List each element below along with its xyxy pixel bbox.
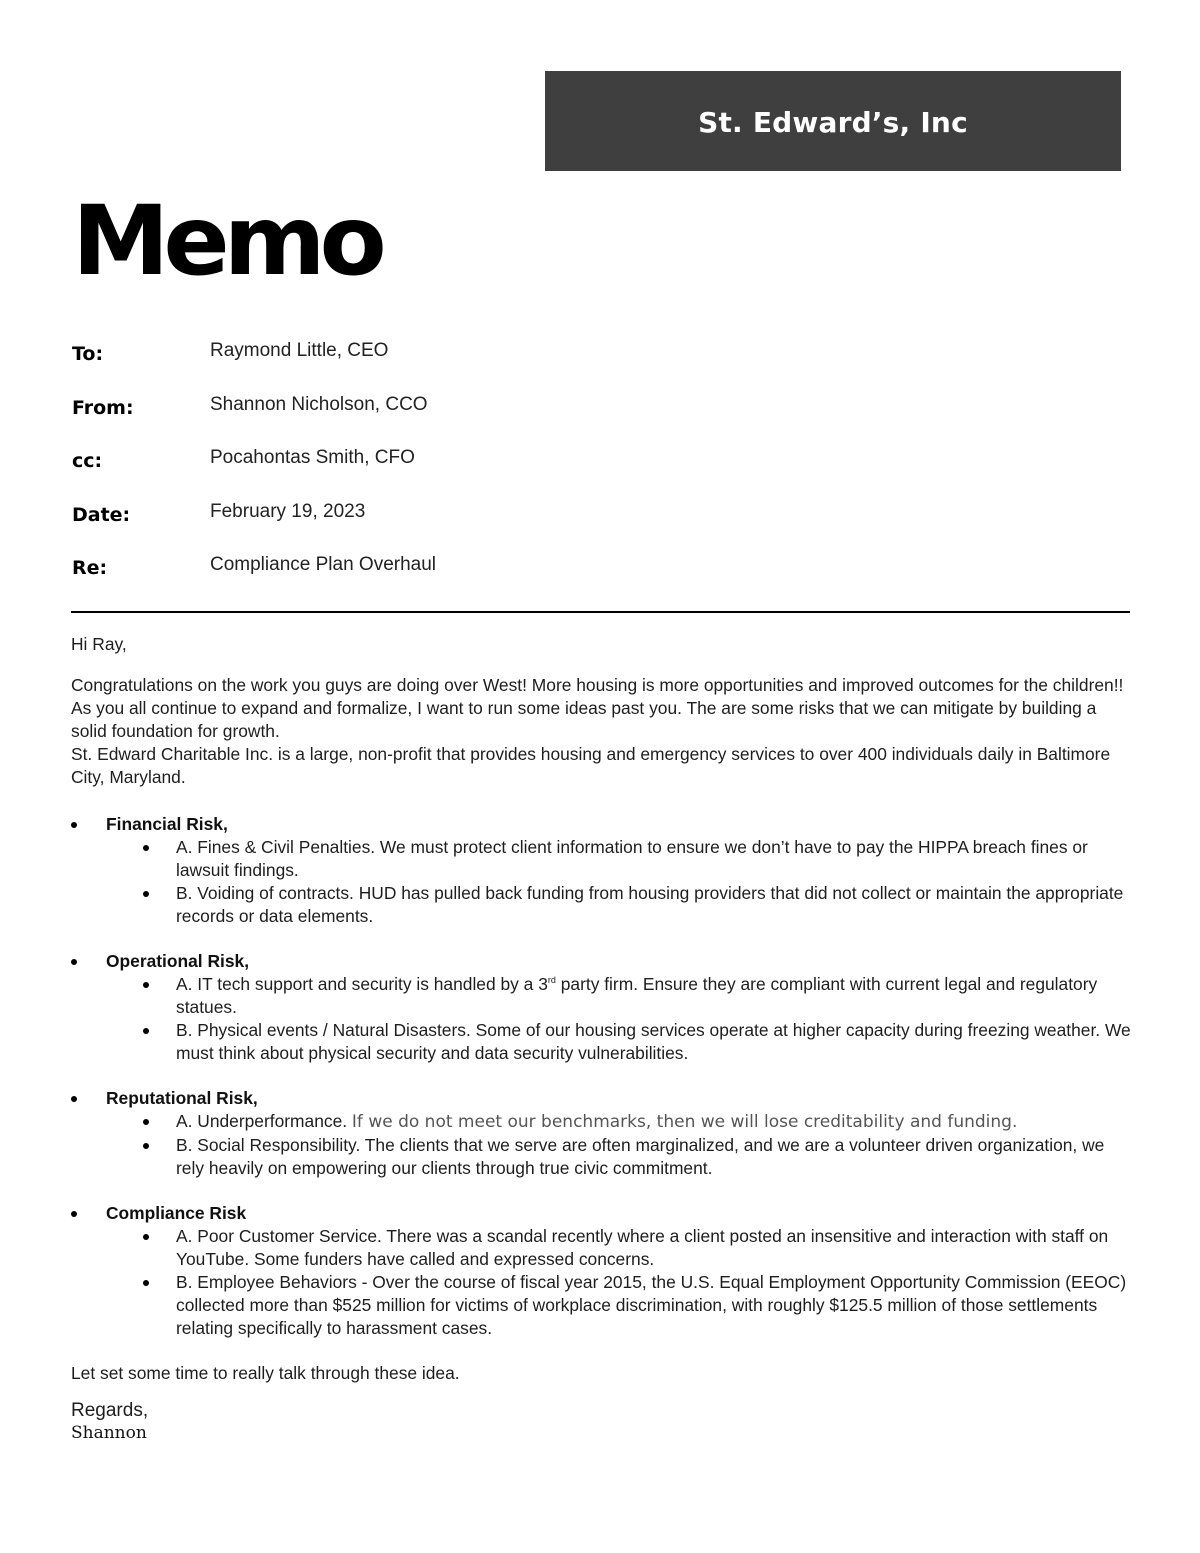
list-item-text: B. Voiding of contracts. HUD has pulled back funding from housing providers that did not collect or maintain the appropriate records or data elements. [176, 883, 1124, 926]
list-item [106, 1134, 1131, 1180]
intro-paragraph: Congratulations on the work you guys are doing over West! More housing is more opportunities and improved outcomes for the children!! As you all continue to expand and formalize, I want to run some ideas past you. The are some risks that we can mitigate by building a solid foundation for growth. [71, 675, 1124, 741]
list-item-text: B. Physical events / Natural Disasters. Some of our housing services operate at higher capacity during freezing weather. We must think about physical security and data security vulnerabilities. [176, 1020, 1131, 1063]
closing-line: Let set some time to really talk through these idea. [71, 1363, 460, 1383]
risk-list [71, 813, 1131, 1340]
list-item [106, 1271, 1131, 1340]
list-item-text: B. Social Responsibility. The clients that we serve are often marginalized, and we are a volunteer driven organization, we rely heavily on empowering our clients through true civic commitment. [176, 1135, 1105, 1178]
bullet-icon [143, 1028, 149, 1034]
organization-description: St. Edward Charitable Inc. is a large, non-profit that provides housing and emergency services to over 400 individuals daily in Baltimore City, Maryland. [71, 744, 1111, 787]
bullet-icon [143, 1234, 149, 1240]
re-row [72, 552, 1132, 606]
bullet-icon [143, 845, 149, 851]
header-divider [71, 611, 1130, 613]
list-item [106, 1110, 1131, 1134]
list-item-text: A. Fines & Civil Penalties. We must protect client information to ensure we don’t have to pay the HIPPA breach fines or lawsuit findings. [176, 837, 1088, 880]
to-value: Raymond Little, CEO [210, 340, 389, 361]
greeting: Hi Ray, [71, 634, 127, 654]
risk-item-reputational [71, 1087, 1131, 1180]
list-item-text: A. Poor Customer Service. There was a scandal recently where a client posted an insensitive and interaction with staff on YouTube. Some funders have called and expressed concerns. [176, 1226, 1109, 1269]
bullet-icon [71, 822, 77, 828]
list-item-text [176, 1111, 1017, 1131]
risk-item-compliance [71, 1202, 1131, 1340]
risk-item-operational [71, 950, 1131, 1065]
from-value: Shannon Nicholson, CCO [210, 393, 428, 415]
re-value: Compliance Plan Overhaul [210, 554, 437, 576]
bullet-icon [71, 1096, 77, 1102]
risk-title: Compliance Risk [106, 1203, 247, 1223]
bullet-icon [143, 1143, 149, 1149]
list-item-text [176, 974, 1097, 1017]
risk-subitems [106, 1225, 1131, 1340]
memo-title: Memo [72, 185, 381, 297]
superscript: rd [547, 975, 556, 986]
date-value: February 19, 2023 [210, 500, 366, 522]
company-banner [545, 71, 1121, 171]
signature: Shannon [71, 1423, 147, 1443]
memo-header-fields [72, 338, 1132, 606]
risk-subitems [106, 836, 1131, 928]
bullet-icon [143, 891, 149, 897]
list-item-text-part: party firm. Ensure they are compliant with current legal and regulatory statues. [176, 974, 1098, 1017]
list-item [106, 882, 1131, 928]
list-item [106, 973, 1131, 1019]
list-item [106, 836, 1131, 882]
bullet-icon [71, 1211, 77, 1217]
memo-body [71, 633, 1131, 1445]
risk-title: Operational Risk, [106, 951, 250, 971]
list-item-text-part: If we do not meet our benchmarks, then we will lose creditability and funding. [351, 1112, 1018, 1132]
from-row [72, 392, 1132, 446]
list-item [106, 1019, 1131, 1065]
risk-subitems [106, 973, 1131, 1065]
date-row [72, 499, 1132, 553]
re-label: Re: [72, 557, 108, 580]
to-label: To: [72, 343, 104, 365]
list-item [106, 1225, 1131, 1271]
date-label: Date: [72, 503, 131, 526]
bullet-icon [143, 1119, 149, 1125]
list-item-text: B. Employee Behaviors - Over the course of fiscal year 2015, the U.S. Equal Employment Opportunity Commission (EEOC) collected more than $525 million for victims of workplace discrimination, with roughly $125.5 million of those settlements relating specifically to harassment cases. [176, 1272, 1127, 1338]
regards: Regards, [71, 1400, 149, 1421]
risk-subitems [106, 1110, 1131, 1180]
company-name: St. Edward’s, Inc [698, 105, 968, 139]
to-row [72, 338, 1132, 392]
risk-title: Reputational Risk, [106, 1088, 258, 1108]
list-item-text-part: A. Underperformance. [176, 1111, 352, 1131]
risk-item-financial [71, 813, 1131, 928]
cc-row [72, 445, 1132, 499]
risk-title: Financial Risk, [106, 814, 228, 834]
bullet-icon [143, 982, 149, 988]
cc-value: Pocahontas Smith, CFO [210, 447, 415, 469]
list-item-text-part: A. IT tech support and security is handled by a 3 [176, 974, 548, 994]
cc-label: cc: [72, 450, 103, 473]
bullet-icon [71, 959, 77, 965]
bullet-icon [143, 1280, 149, 1286]
from-label: From: [72, 396, 134, 419]
